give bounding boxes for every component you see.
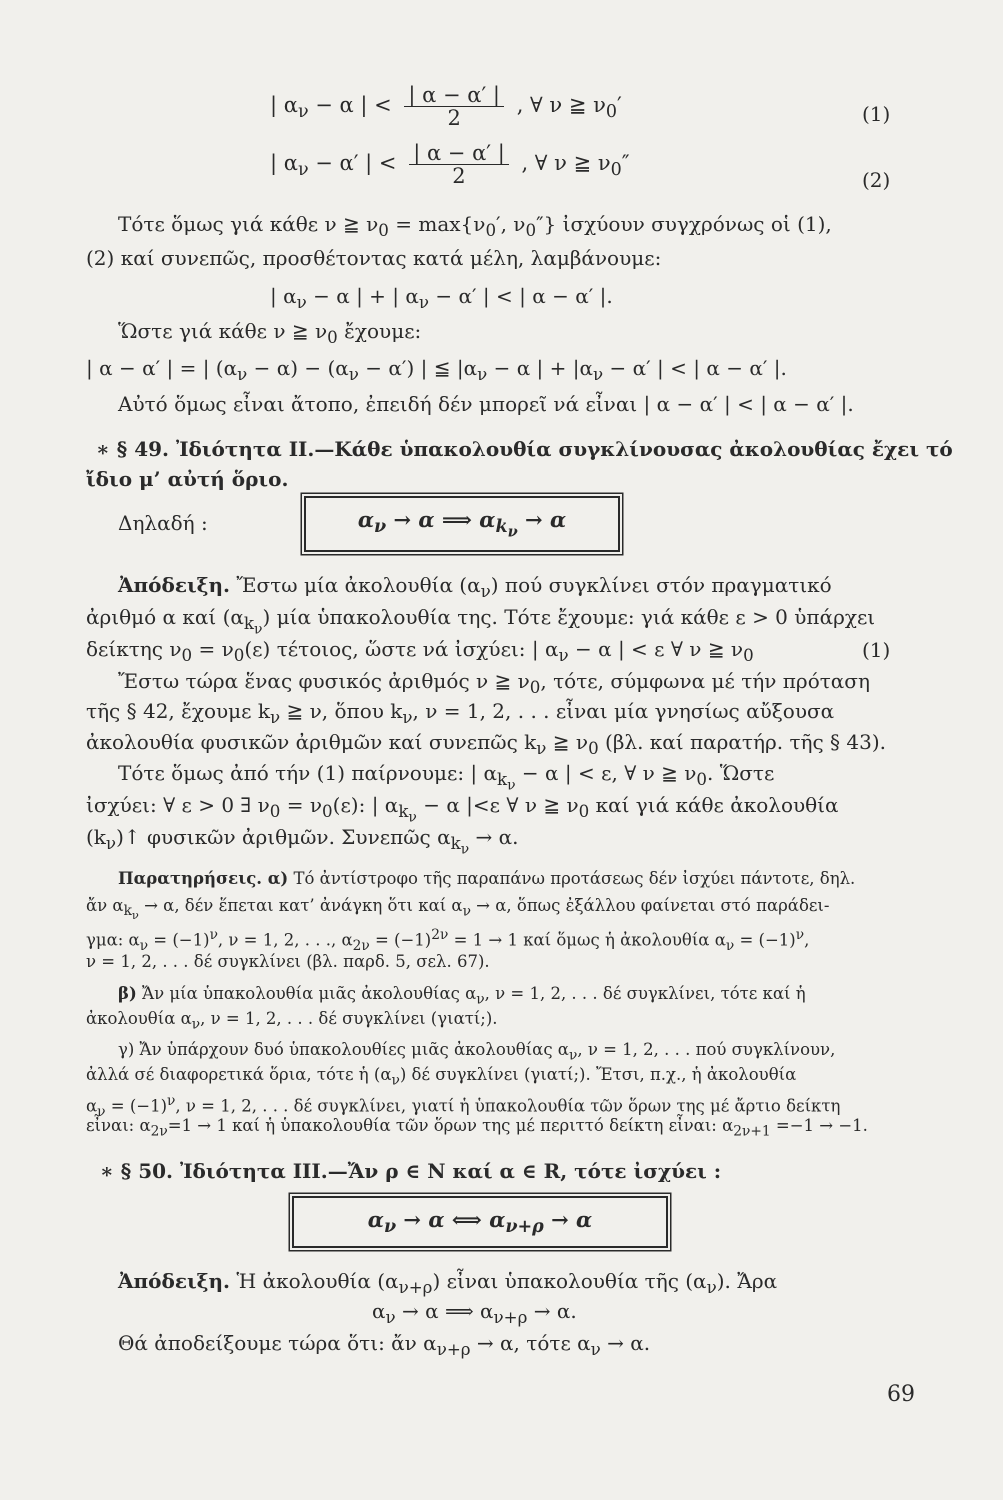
- section-50-heading: ∗ § 50. Ἰδιότητα ΙΙΙ.—Ἄν ρ ∈ N καί α ∈ R, τότε ἰσχύει :: [100, 1159, 722, 1183]
- remark-line: γ) Ἄν ὑπάρχουν δυό ὑπακολουθίες μιᾶς ἀκολουθίας $\alpha_\nu$, ν = 1, 2, . . . πού συγκλίνουν,: [118, 1040, 836, 1064]
- remark-line: Παρατηρήσεις. α) Τό ἀντίστροφο τῆς παραπάνω προτάσεως δέν ἰσχύει πάντοτε, δηλ.: [118, 869, 856, 888]
- text-line: | α − α′ | = | $(\alpha_\nu - \alpha) - (\alpha_\nu - \alpha')$ | ≦ $|\alpha_\nu - \alpha$ | + $|\alpha_\nu - \alpha'$ | < | α − α′ |.: [86, 356, 787, 384]
- text-line: Τότε ὅμως ἀπό τήν (1) παίρνουμε: | $\alpha_{k_\nu} - \alpha$ | < ε, ∀ ν ≧ $\nu_0$. Ὥστε: [118, 761, 775, 794]
- text-line: Ὥστε γιά κάθε ν ≧ $\nu_0$ ἔχουμε:: [118, 319, 422, 347]
- page-number: 69: [887, 1382, 915, 1407]
- eq2-right: , ∀ ν ≧ $\nu_0''$: [521, 151, 630, 181]
- text-line: (2) καί συνεπῶς, προσθέτοντας κατά μέλη, λαμβάνουμε:: [86, 246, 662, 270]
- remark-line: εἶναι: $\alpha_{2\nu}=1 \to 1$ καί ἡ ὑπακολουθία τῶν ὅρων της μέ περιττό δείκτη εἶναι: $\alpha_{2\nu+1} =-1 \to -1$.: [86, 1116, 868, 1140]
- remark-line: ἄν $\alpha_{k_\nu} \to \alpha$, δέν ἕπεται κατ’ ἀνάγκη ὅτι καί $\alpha_\nu \to \alpha$, ὅπως ἐξάλλου φαίνεται στό παράδει-: [86, 896, 830, 923]
- text-line: Αὐτό ὅμως εἶναι ἄτοπο, ἐπειδή δέν μπορεῖ νά εἶναι | α − α′ | < | α − α′ |.: [118, 392, 854, 416]
- text-line: $\alpha_\nu \to \alpha$ ⟹ $\alpha_{\nu+\rho} \to \alpha$.: [372, 1299, 577, 1327]
- text-line: δείκτης $\nu_0 = \nu_0(\varepsilon)$ τέτοιος, ὥστε νά ἰσχύει: | $\alpha_\nu - \alpha$ | < ε ∀ ν ≧ $\nu_0$: [86, 637, 754, 665]
- eq1-left: | $\alpha_\nu - \alpha$ | <: [270, 93, 392, 123]
- eq1-right: , ∀ ν ≧ $\nu_0'$: [516, 93, 622, 123]
- proof-eq-number: (1): [862, 638, 891, 662]
- remark-line: ἀλλά σέ διαφορετικά ὅρια, τότε ἡ $(\alpha_\nu)$ δέ συγκλίνει (γιατί;). Ἔτσι, π.χ., ἡ ἀκολουθία: [86, 1065, 797, 1089]
- remark-line: β) Ἄν μία ὑπακολουθία μιᾶς ἀκολουθίας $\alpha_\nu$, ν = 1, 2, . . . δέ συγκλίνει, τότε καί ἡ: [118, 984, 806, 1008]
- property-49-formula: $\alpha_\nu \to \alpha$ ⟹ $\alpha_{k_\nu} \to \alpha$: [357, 507, 567, 541]
- text-line: ἰσχύει: ∀ ε > 0 ∃ $\nu_0 = \nu_0(\varepsilon)$: | $\alpha_{k_\nu} - \alpha$ |<ε ∀ ν ≧ $\nu_0$ καί γιά κάθε ἀκολουθία: [86, 793, 839, 826]
- equation-2: [270, 142, 630, 187]
- text-line: ἀριθμό α καί $(\alpha_{k_\nu})$ μία ὑπακολουθία της. Τότε ἔχουμε: γιά κάθε ε > 0 ὑπάρχει: [86, 605, 876, 638]
- remark-line: $\alpha_\nu = (-1)^\nu$, ν = 1, 2, . . . δέ συγκλίνει, γιατί ἡ ὑπακολουθία τῶν ὅρων της μέ ἄρτιο δείκτη: [86, 1093, 841, 1120]
- section-49-heading: ∗ § 49. Ἰδιότητα ΙΙ.—Κάθε ὑπακολουθία συγκλίνουσας ἀκολουθίας ἔχει τό: [96, 437, 953, 461]
- text-line: Θά ἀποδείξουμε τώρα ὅτι: ἄν $\alpha_{\nu+\rho} \to \alpha$, τότε $\alpha_\nu \to \alpha$.: [118, 1331, 651, 1359]
- property-box-50: [292, 1196, 668, 1248]
- eq1-numerator: | α − α′ |: [404, 84, 504, 107]
- text-line: Τότε ὅμως γιά κάθε ν ≧ $\nu_0 = \max\{\nu_0'$, $\nu_0''$} ἰσχύουν συγχρόνως οἱ (1),: [118, 212, 832, 240]
- remark-line: γμα: $\alpha_\nu = (-1)^\nu$, ν = 1, 2, . . ., $\alpha_{2\nu} = (-1)^{2\nu} = 1 \to 1$ καί ὅμως ἡ ἀκολουθία $\alpha_\nu = (-1)^\nu$,: [86, 927, 810, 954]
- eq1-denominator: 2: [447, 106, 461, 130]
- section-49-heading-cont: ἴδιο μ’ αὐτή ὅριο.: [86, 467, 289, 491]
- equation-1: [270, 84, 622, 129]
- text-line: Ἀπόδειξη. Ἔστω μία ἀκολουθία $(\alpha_\nu)$ πού συγκλίνει στόν πραγματικό: [118, 573, 832, 601]
- eq2-left: | $\alpha_\nu - \alpha'$ | <: [270, 151, 397, 181]
- text-line: | $\alpha_\nu - \alpha$ | + | $\alpha_\nu - \alpha'$ | < | α − α′ |.: [270, 284, 613, 312]
- text-line: Ἔστω τώρα ἕνας φυσικός ἀριθμός ν ≧ $\nu_0$, τότε, σύμφωνα μέ τήν πρόταση: [118, 669, 870, 697]
- eq2-numerator: | α − α′ |: [409, 142, 509, 165]
- namely-label: Δηλαδή :: [118, 511, 208, 535]
- remark-line: ν = 1, 2, . . . δέ συγκλίνει (βλ. παρδ. 5, σελ. 67).: [86, 952, 490, 971]
- text-line: $(k_\nu)↑$ φυσικῶν ἀριθμῶν. Συνεπῶς $\alpha_{k_\nu} \to \alpha$.: [86, 825, 519, 858]
- eq1-fraction: [404, 84, 504, 129]
- text-line: τῆς § 42, ἔχουμε $k_\nu$ ≧ ν, ὅπου $k_\nu$, ν = 1, 2, . . . εἶναι μία γνησίως αὔξουσα: [86, 699, 835, 727]
- eq2-number: (2): [862, 168, 891, 192]
- eq2-denominator: 2: [452, 164, 466, 188]
- property-box-49: [304, 496, 620, 552]
- eq2-fraction: [409, 142, 509, 187]
- text-line: Ἀπόδειξη. Ἡ ἀκολουθία $(\alpha_{\nu+\rho})$ εἶναι ὑπακολουθία τῆς $(\alpha_\nu)$. Ἄρα: [118, 1269, 778, 1297]
- property-50-formula: $\alpha_\nu \to \alpha$ ⟺ $\alpha_{\nu+\rho} \to \alpha$: [367, 1206, 593, 1238]
- text-line: ἀκολουθία φυσικῶν ἀριθμῶν καί συνεπῶς $k_\nu$ ≧ $\nu_0$ (βλ. καί παρατήρ. τῆς § 43).: [86, 730, 887, 758]
- remark-line: ἀκολουθία $\alpha_\nu$, ν = 1, 2, . . . δέ συγκλίνει (γιατί;).: [86, 1009, 498, 1033]
- eq1-number: (1): [862, 102, 891, 126]
